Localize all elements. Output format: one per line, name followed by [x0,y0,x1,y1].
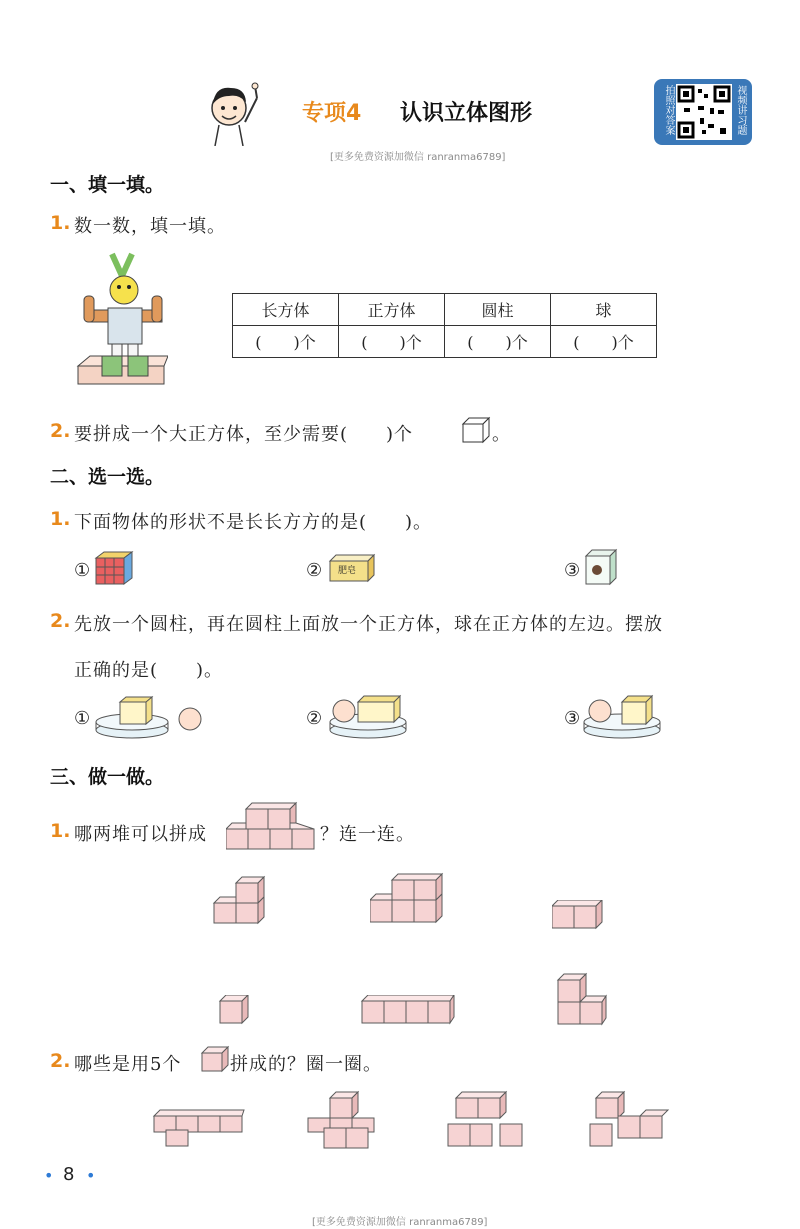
s2-q2-option-1[interactable]: ① [74,708,91,729]
shape-option-2[interactable] [306,1090,380,1150]
count-table [232,293,657,358]
s1-q2-text-end: 。 [492,424,511,445]
header-cuboid: 长方体 [233,294,339,326]
robot-shapes-figure [72,252,168,396]
pile-top-2[interactable] [370,872,444,926]
s1-q2-number: 2. [50,420,71,442]
s2-q1-option-2[interactable]: ② [306,560,323,581]
page-bullet-right: • [86,1166,96,1185]
header-cube: 正方体 [339,294,445,326]
section1-title: 一、填一填。 [50,174,165,196]
topic-prefix: 专项4 [302,101,362,126]
pile-top-3[interactable] [552,900,604,930]
small-cube-icon [461,416,491,444]
answer-cell-sphere[interactable]: ( )个 [551,326,657,358]
qr-code-icon [676,84,732,140]
soap-label: 肥皂 [338,566,357,576]
s2-q1-option-3[interactable]: ③ [564,560,581,581]
page-title: 认识立体图形 [400,101,533,126]
target-cube-stack [226,801,318,853]
s3-q1-text-end: ？连一连。 [320,824,415,845]
s2-q1-option-1[interactable]: ① [74,560,91,581]
s3-q1-text: 哪两堆可以拼成 [74,824,207,845]
shape-option-1[interactable] [152,1108,246,1148]
s3-q2-number: 2. [50,1050,71,1072]
pile-bottom-2[interactable] [360,995,456,1025]
s2-q1-text: 下面物体的形状不是长长方方的是( )。 [74,512,433,533]
answer-cell-cube[interactable]: ( )个 [339,326,445,358]
boy-mascot-icon [205,78,265,146]
s2-q2-text-line1: 先放一个圆柱，再在圆柱上面放一个正方体，球在正方体的左边。摆放 [74,614,663,635]
option2-arrangement [326,692,410,740]
answer-cell-cuboid[interactable]: ( )个 [233,326,339,358]
page-number: 8 [63,1164,75,1185]
answer-cell-cylinder[interactable]: ( )个 [445,326,551,358]
pile-bottom-1[interactable] [218,995,250,1025]
section2-title: 二、选一选。 [50,466,165,488]
s1-q1-number: 1. [50,212,71,234]
s2-q2-text-line2: 正确的是( )。 [74,660,224,681]
qr-caption-left: 拍照对答案 [663,85,674,135]
unit-cube-icon [200,1045,230,1073]
s1-q2-text: 要拼成一个大正方体，至少需要( )个 [74,424,414,445]
s2-q1-number: 1. [50,508,71,530]
page-bullet-left: • [44,1166,54,1185]
s3-q2-text-end: 拼成的？圈一圈。 [230,1054,382,1075]
qr-badge[interactable] [654,79,752,145]
option3-arrangement [582,692,662,740]
s3-q2-text: 哪些是用5个 [74,1054,182,1075]
footer-watermark: [更多免费资源加微信 ranranma6789] [312,1217,488,1228]
header-sphere: 球 [551,294,657,326]
s2-q2-option-3[interactable]: ③ [564,708,581,729]
section3-title: 三、做一做。 [50,766,165,788]
s1-q1-text: 数一数，填一填。 [74,216,226,237]
s3-q1-number: 1. [50,820,71,842]
pile-bottom-3[interactable] [556,972,608,1026]
s2-q2-number: 2. [50,610,71,632]
shape-option-3[interactable] [446,1090,528,1150]
pile-top-1[interactable] [212,875,268,927]
shape-option-4[interactable] [588,1090,672,1150]
s2-q2-option-2[interactable]: ② [306,708,323,729]
header-watermark: [更多免费资源加微信 ranranma6789] [330,152,506,163]
qr-caption-right: 视频讲习题 [735,85,746,135]
rubiks-cube-icon [94,550,134,586]
header-cylinder: 圆柱 [445,294,551,326]
option1-arrangement [94,694,206,740]
milk-carton-icon [584,548,618,586]
